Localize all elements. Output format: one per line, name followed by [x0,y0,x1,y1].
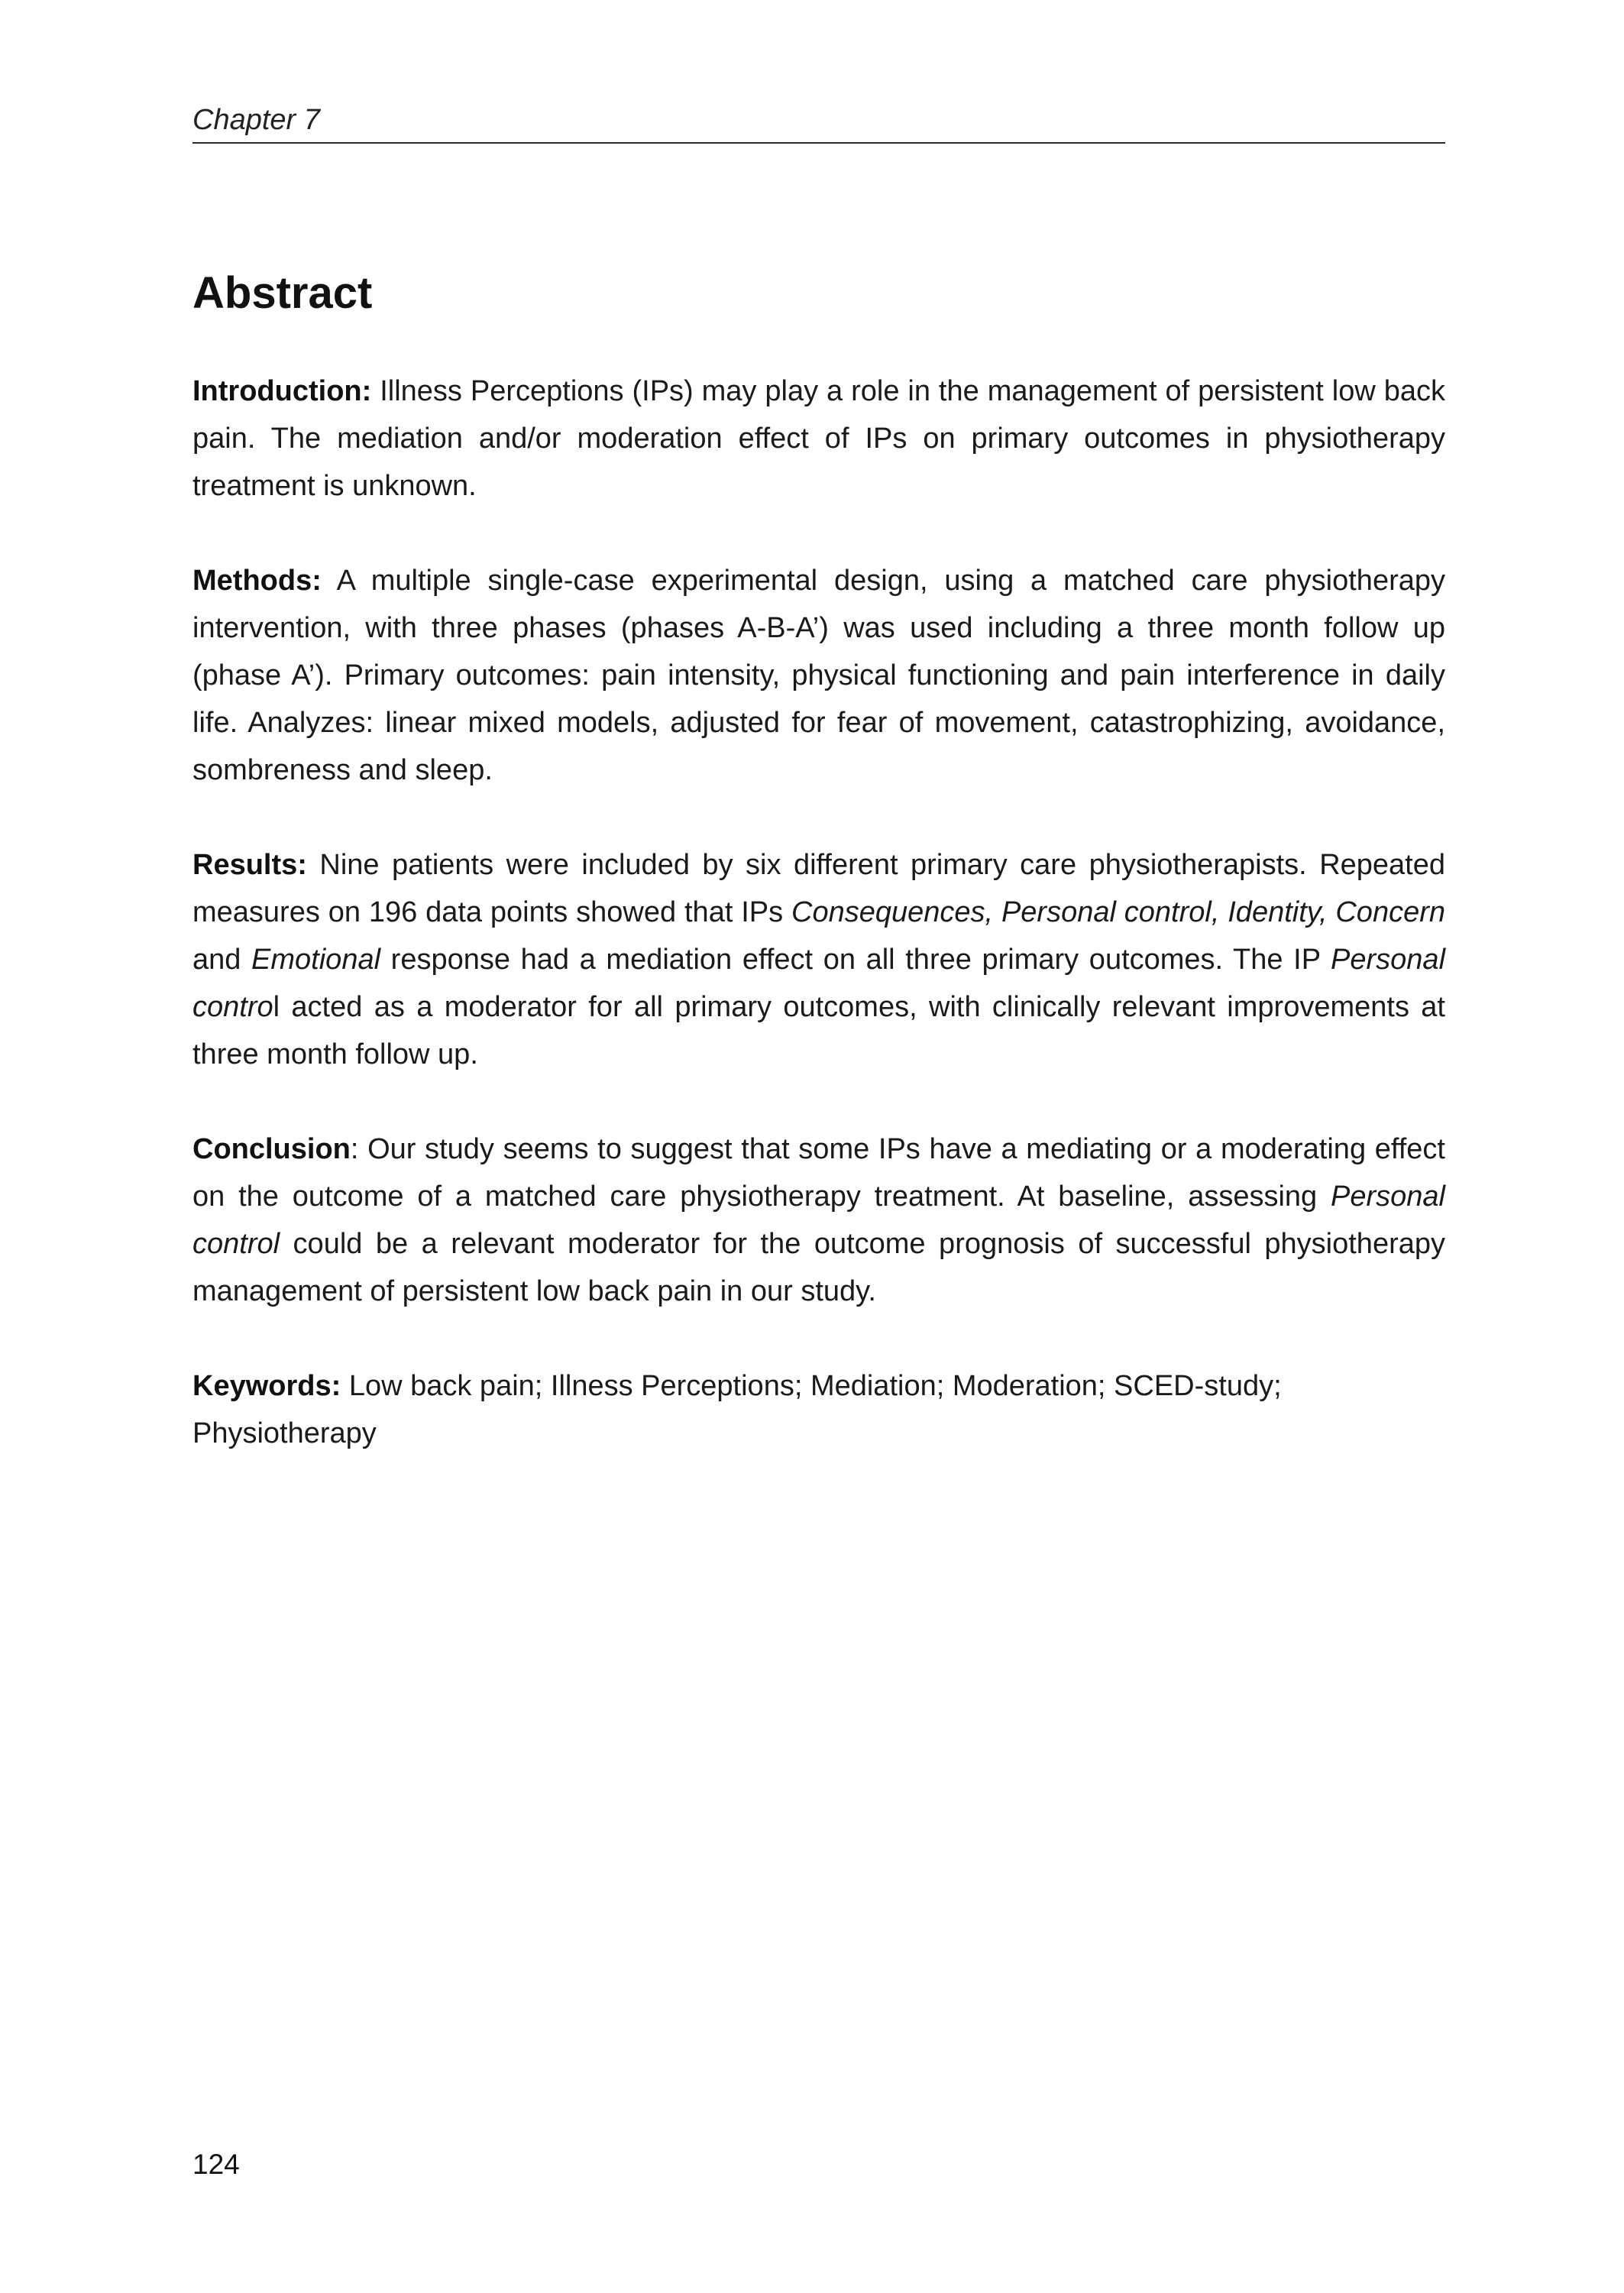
header-divider [192,142,1445,144]
results-italic-2: Emotional [251,944,381,976]
results-italic-3: Personal contro [192,944,1446,1023]
methods-text: A multiple single-case experimental design, using a matched care physiotherapy intervention, with three phases (phases A-B-A’) was used including a three month follow up (phase A’). Primary outcomes: pain intensity, physical functioning and pain interference in daily life. Analyzes: linear mixed models, adjusted for fear of movement, catastrophizing, avoidance, sombreness and sleep. [192,565,1445,786]
results-paragraph [192,841,1445,1078]
introduction-text: Illness Perceptions (IPs) may play a role in the management of persistent low back pain. The mediation and/or moderation effect of IPs on primary outcomes in physiotherapy treatment is unknown. [192,375,1445,502]
page-number: 124 [192,2149,240,2180]
running-header-chapter: Chapter 7 [192,104,320,136]
abstract-body [192,368,1445,1504]
conclusion-text-2: could be a relevant moderator for the outcome prognosis of successful physiotherapy management of persistent low back pain in our study. [192,1228,1445,1307]
methods-paragraph [192,557,1445,794]
conclusion-italic-1: Personal control [192,1181,1445,1260]
page-title: Abstract [192,268,373,318]
keywords-text: Low back pain; Illness Perceptions; Mediation; Moderation; SCED-study; Physiotherapy [192,1370,1282,1449]
introduction-label: Introduction: [192,375,372,407]
keywords-paragraph [192,1362,1445,1457]
results-text-4: l acted as a moderator for all primary outcomes, with clinically relevant improvements at three month follow up. [192,991,1445,1070]
results-text-1: Nine patients were included by six different primary care physiotherapists. Repeated measures on 196 data points showed that IPs [192,849,1445,928]
results-label: Results: [192,849,307,881]
conclusion-paragraph [192,1125,1445,1315]
results-italic-1: Consequences, Personal control, Identity, Concern [791,896,1445,928]
introduction-paragraph [192,368,1445,510]
keywords-label: Keywords: [192,1370,341,1402]
results-text-3: response had a mediation effect on all three primary outcomes. The IP [380,944,1331,976]
conclusion-text-1: : Our study seems to suggest that some IPs have a mediating or a moderating effect on the outcome of a matched care physiotherapy treatment. At baseline, assessing [192,1133,1445,1213]
methods-label: Methods: [192,565,322,597]
conclusion-label: Conclusion [192,1133,351,1165]
results-text-2: and [192,944,252,976]
